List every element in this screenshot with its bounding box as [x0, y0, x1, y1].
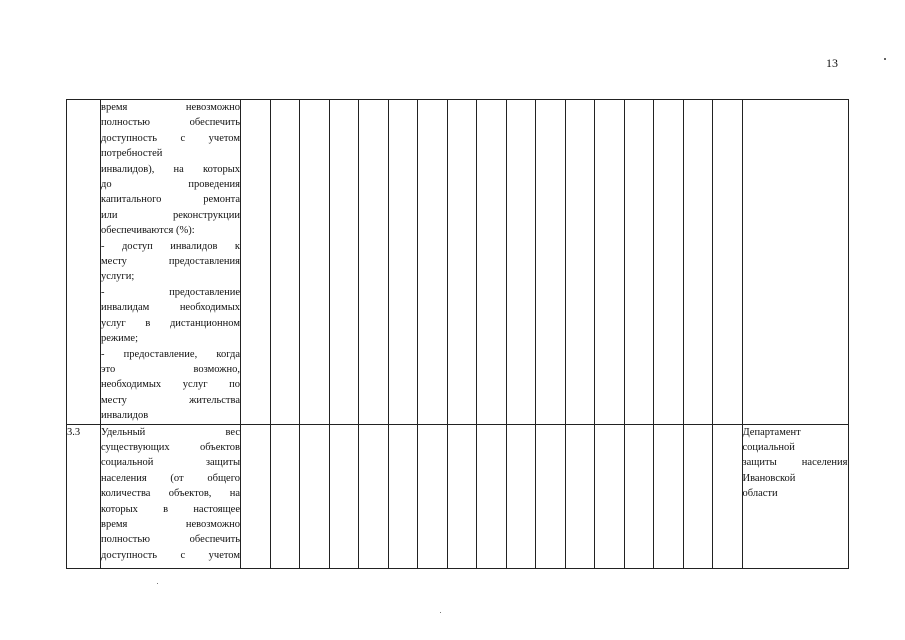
page-number: 13 [826, 56, 838, 70]
text-line: месту жительства [101, 394, 240, 406]
value-cell [595, 100, 625, 425]
text-line: защиты населения [742, 457, 848, 469]
value-cell [565, 424, 595, 568]
text-line: инвалидам необходимых [101, 302, 240, 314]
row-number [67, 100, 101, 425]
value-cell [241, 100, 271, 425]
value-cell [300, 100, 330, 425]
value-cell [329, 100, 359, 425]
value-cell [624, 100, 654, 425]
value-cell [624, 424, 654, 568]
value-cell [506, 424, 536, 568]
value-cell [359, 100, 389, 425]
value-cell [477, 424, 507, 568]
indicator-description [101, 424, 241, 568]
value-cell [477, 100, 507, 425]
text-line: инвалидов [101, 410, 149, 422]
responsible-executor [742, 424, 848, 568]
value-cell [565, 100, 595, 425]
text-line: области [742, 488, 778, 500]
value-cell [418, 100, 448, 425]
text-line: необходимых услуг по [101, 379, 240, 391]
text-line: Удельный вес [101, 426, 240, 438]
value-cell [595, 424, 625, 568]
text-line: населения (от общего [101, 472, 240, 484]
text-line: полностью обеспечить [101, 117, 240, 129]
text-line: существующих объектов [101, 441, 240, 453]
text-line: социальной [742, 441, 795, 453]
text-line: социальной защиты [101, 457, 240, 469]
text-line: Департамент [742, 426, 801, 438]
table-row [67, 424, 849, 568]
value-cell [713, 424, 743, 568]
value-cell [447, 424, 477, 568]
text-line: обеспечиваются (%): [101, 225, 195, 237]
text-line: услуги; [101, 271, 135, 283]
indicator-description [101, 100, 241, 425]
text-line: - доступ инвалидов к [101, 240, 240, 252]
text-line: количества объектов, на [101, 488, 240, 500]
text-line: потребностей [101, 148, 163, 160]
value-cell [683, 100, 713, 425]
text-line: или реконструкции [101, 209, 240, 221]
value-cell [329, 424, 359, 568]
value-cell [713, 100, 743, 425]
value-cell [270, 424, 300, 568]
indicator-table [66, 99, 849, 569]
scan-speck [884, 58, 886, 60]
text-line: это возможно, [101, 363, 240, 375]
value-cell [270, 100, 300, 425]
value-cell [506, 100, 536, 425]
text-line: месту предоставления [101, 256, 240, 268]
value-cell [654, 424, 684, 568]
text-line: инвалидов), на которых [101, 163, 240, 175]
text-line: полностью обеспечить [101, 534, 240, 546]
value-cell [388, 424, 418, 568]
text-line: доступность с учетом [101, 132, 240, 144]
row-number: 3.3 [67, 424, 101, 568]
value-cell [300, 424, 330, 568]
value-cell [418, 424, 448, 568]
value-cell [654, 100, 684, 425]
text-line: до проведения [101, 179, 240, 191]
text-line: время невозможно [101, 102, 240, 113]
table-row [67, 100, 849, 425]
scan-speck [157, 583, 158, 584]
value-cell [359, 424, 389, 568]
text-line: которых в настоящее [101, 503, 240, 515]
text-line: капитального ремонта [101, 194, 240, 206]
scan-speck [440, 612, 441, 613]
value-cell [447, 100, 477, 425]
value-cell [536, 100, 566, 425]
responsible-executor [742, 100, 848, 425]
text-line: доступность с учетом [101, 549, 240, 561]
text-line: Ивановской [742, 472, 796, 484]
text-line: - предоставление [101, 286, 240, 298]
value-cell [241, 424, 271, 568]
text-line: услуг в дистанционном [101, 317, 240, 329]
text-line: режиме; [101, 333, 139, 345]
value-cell [683, 424, 713, 568]
text-line: - предоставление, когда [101, 348, 240, 360]
value-cell [536, 424, 566, 568]
value-cell [388, 100, 418, 425]
text-line: время невозможно [101, 518, 240, 530]
